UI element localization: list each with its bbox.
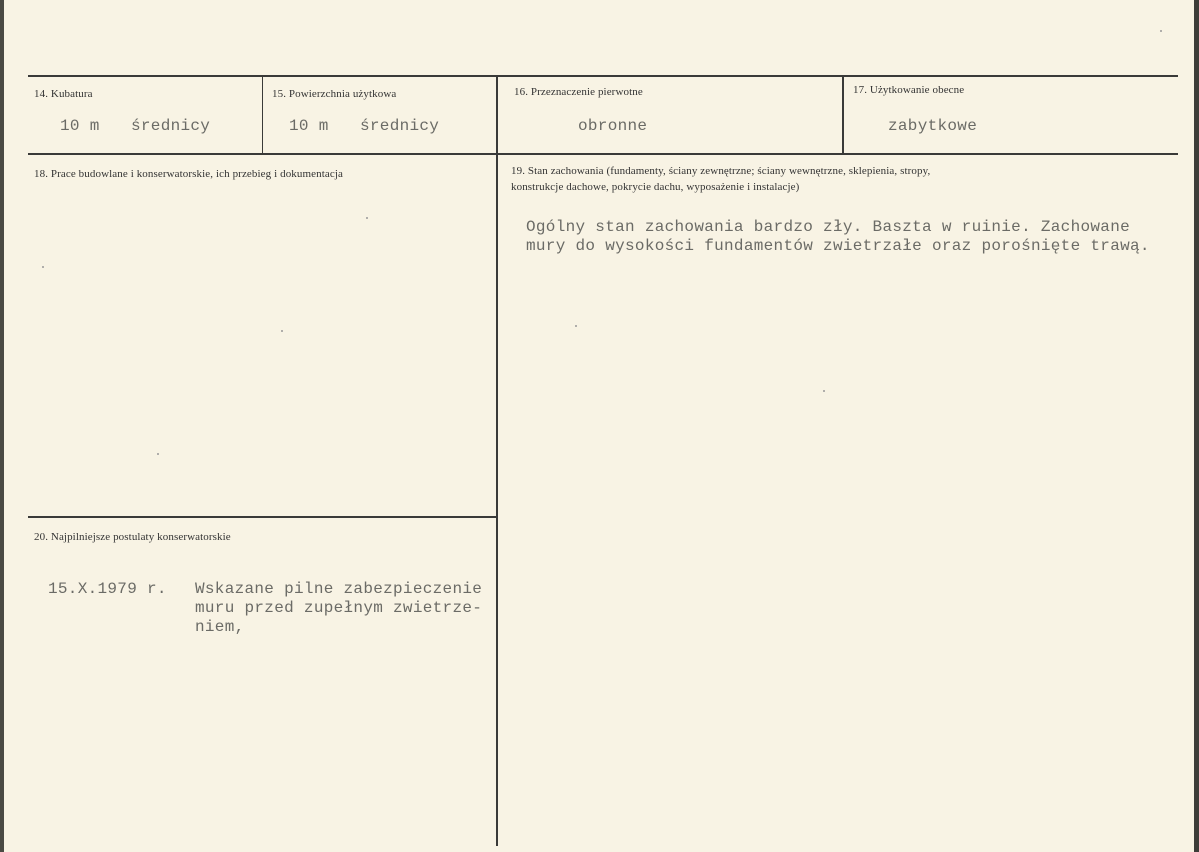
paper-speck [281,330,283,332]
field-18-label: 18. Prace budowlane i konserwatorskie, ich przebieg i dokumentacja [34,168,343,180]
field-20-text-line3: niem, [195,618,245,636]
paper-speck [575,325,577,327]
field-19-text-line2: mury do wysokości fundamentów zwietrzałe oraz porośnięte trawą. [526,237,1150,255]
section-20-top-rule [28,516,496,518]
field-16-value: obronne [578,117,648,135]
paper-speck [1160,30,1162,32]
field-14-label: 14. Kubatura [34,88,93,100]
field-20-label: 20. Najpilniejsze postulaty konserwatorskie [34,531,231,543]
divider-14-15 [262,76,263,154]
header-bottom-rule [28,153,1178,155]
field-19-label-line2: konstrukcje dachowe, pokrycie dachu, wyposażenie i instalacje) [511,181,800,193]
card-right-edge [1194,0,1199,852]
field-17-label: 17. Użytkowanie obecne [853,84,965,96]
field-15-value-b: średnicy [360,117,440,135]
paper-speck [157,453,159,455]
paper-speck [823,390,825,392]
field-14-value-b: średnicy [131,117,211,135]
paper-speck [42,266,44,268]
field-20-text-line1: Wskazane pilne zabezpieczenie [195,580,483,598]
field-15-value-a: 10 m [289,117,329,135]
field-20-date: 15.X.1979 r. [48,580,167,598]
divider-16-17 [842,76,844,154]
paper-speck [366,217,368,219]
field-17-value: zabytkowe [888,117,978,135]
field-15-label: 15. Powierzchnia użytkowa [272,88,397,100]
field-19-text-line1: Ogólny stan zachowania bardzo zły. Baszta w ruinie. Zachowane [526,218,1130,236]
divider-15-16 [496,76,498,846]
top-rule [28,75,1178,77]
field-20-text-line2: muru przed zupełnym zwietrze- [195,599,483,617]
field-19-label-line1: 19. Stan zachowania (fundamenty, ściany zewnętrzne; ściany wewnętrzne, sklepienia, stropy, [511,165,931,177]
card-left-edge [0,0,4,852]
field-16-label: 16. Przeznaczenie pierwotne [514,86,643,98]
field-14-value-a: 10 m [60,117,100,135]
